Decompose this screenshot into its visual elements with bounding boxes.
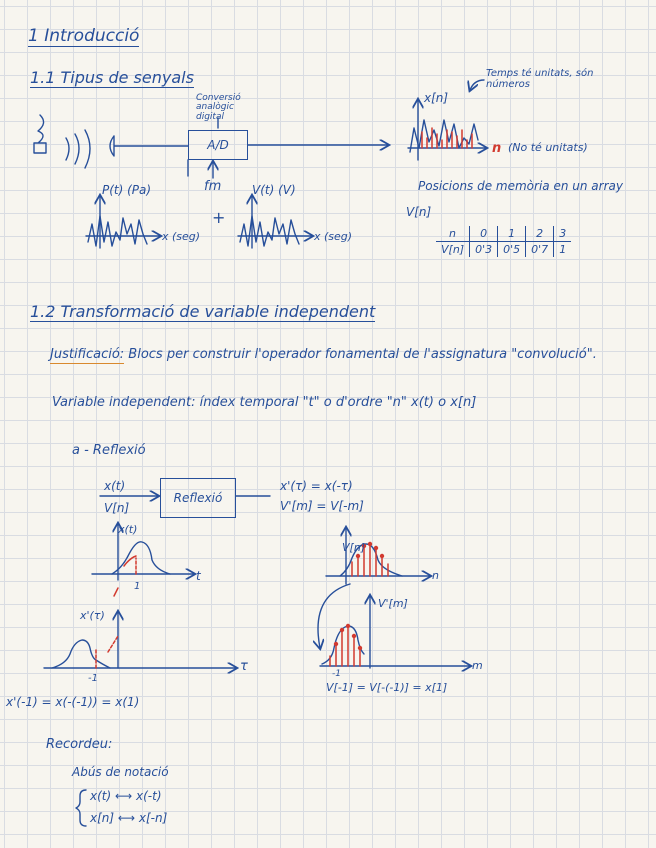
section-1-title: 1 Introducció: [28, 26, 140, 46]
xt-plot-label: x(t): [118, 523, 138, 536]
time-units-note: Temps té unitats, són números: [486, 68, 594, 90]
vn-plot-n-axis-label: n: [432, 569, 439, 582]
table-row: [436, 226, 571, 242]
vprime-plot-m-axis-label: m: [472, 659, 483, 672]
xprime-plot-tau-axis-label: τ: [240, 659, 248, 674]
vn-value-table: [436, 226, 571, 257]
xt-curve: [112, 542, 170, 574]
notation-abuse-title: Abús de notació: [72, 765, 169, 779]
reflection-box: Reflexió: [160, 478, 236, 518]
table-cell: n: [436, 226, 470, 242]
ad-converter-box: A/D: [188, 130, 248, 160]
reflection-input-bottom: V[n]: [104, 501, 130, 515]
sampling-frequency-label: fm: [204, 179, 222, 194]
table-cell: 0: [470, 226, 498, 242]
reminder-brace: [76, 790, 86, 826]
voltage-xaxis-label: x (seg): [314, 230, 353, 243]
xprime-curve: [52, 640, 110, 668]
plus-sign: +: [212, 208, 226, 227]
table-cell: 0'7: [526, 242, 554, 258]
table-cell: 2: [526, 226, 554, 242]
table-cell: V[n]: [436, 242, 470, 258]
xt-plot-tick-1: 1: [134, 581, 141, 592]
reflection-output-top: x'(τ) = x(-τ): [280, 479, 353, 493]
xt-symbol: x(t): [411, 395, 434, 410]
discrete-reflection-equation: V[-1] = V[-(-1)] = x[1]: [326, 681, 448, 694]
pressure-signal: [88, 216, 147, 246]
independent-variable-line: [52, 396, 476, 409]
table-cell: 1: [498, 226, 526, 242]
discrete-envelope: [410, 120, 478, 152]
microphone-sketch: [110, 136, 188, 156]
reflection-input-top: x(t): [104, 479, 126, 493]
justification-label: Justificació:: [50, 347, 125, 362]
vn-table-title: V[n]: [406, 205, 432, 219]
notation-line-continuous: x(t) ⟷ x(-t): [90, 789, 162, 803]
table-cell: 1: [559, 243, 567, 256]
table-cell: 0'5: [498, 242, 526, 258]
xprime-plot-label: x'(τ): [80, 609, 105, 622]
pressure-label: P(t) (Pa): [102, 183, 152, 197]
xt-plot-t-axis-label: t: [196, 569, 201, 583]
conversion-note: Conversió analògic digital: [196, 93, 241, 122]
table-cell: 0'3: [470, 242, 498, 258]
vprime-plot-tick-m1: -1: [332, 669, 341, 679]
reflection-subtitle: a - Reflexió: [72, 443, 146, 458]
discrete-signal-label: x[n]: [424, 91, 449, 105]
sound-wave-2: [75, 134, 79, 164]
voltage-signal: [240, 216, 299, 246]
independent-variable-text: Variable independent: índex temporal "t" o d'ordre "n": [52, 395, 407, 410]
section-1-2-title: 1.2 Transformació de variable independent: [30, 302, 376, 321]
reflection-example-equation: x'(-1) = x(-(-1)) = x(1): [6, 695, 140, 709]
vprime-plot-label: V'[m]: [378, 597, 408, 610]
pressure-xaxis-label: x (seg): [162, 230, 201, 243]
speaker-head-sketch: [34, 115, 46, 153]
memory-positions-note: Posicions de memòria en un array: [418, 179, 623, 193]
or-word: o: [433, 395, 451, 410]
justification-line: [50, 348, 597, 361]
notation-line-discrete: x[n] ⟷ x[-n]: [90, 811, 168, 825]
justification-text: Blocs per construir l'operador fonamental de l'assignatura "convolució".: [124, 347, 597, 362]
sample-index-label: n: [492, 141, 502, 156]
section-1-1-title: 1.1 Tipus de senyals: [30, 68, 194, 87]
table-row: [436, 242, 571, 258]
xprime-plot-tick-m1: -1: [88, 673, 98, 684]
reflection-arc: [318, 584, 350, 648]
no-units-note: (No té unitats): [508, 141, 588, 154]
xn-symbol: x[n]: [450, 395, 477, 410]
reminder-title: Recordeu:: [46, 737, 113, 752]
sound-wave-3: [85, 130, 90, 168]
sound-wave-1: [66, 138, 69, 160]
xprime-dashed-line: [108, 636, 118, 652]
reflection-output-bottom: V'[m] = V[-m]: [280, 499, 364, 513]
vn-plot-label: V[n]: [342, 541, 366, 554]
voltage-label: V(t) (V): [252, 183, 296, 197]
table-cell: 3: [554, 226, 572, 242]
